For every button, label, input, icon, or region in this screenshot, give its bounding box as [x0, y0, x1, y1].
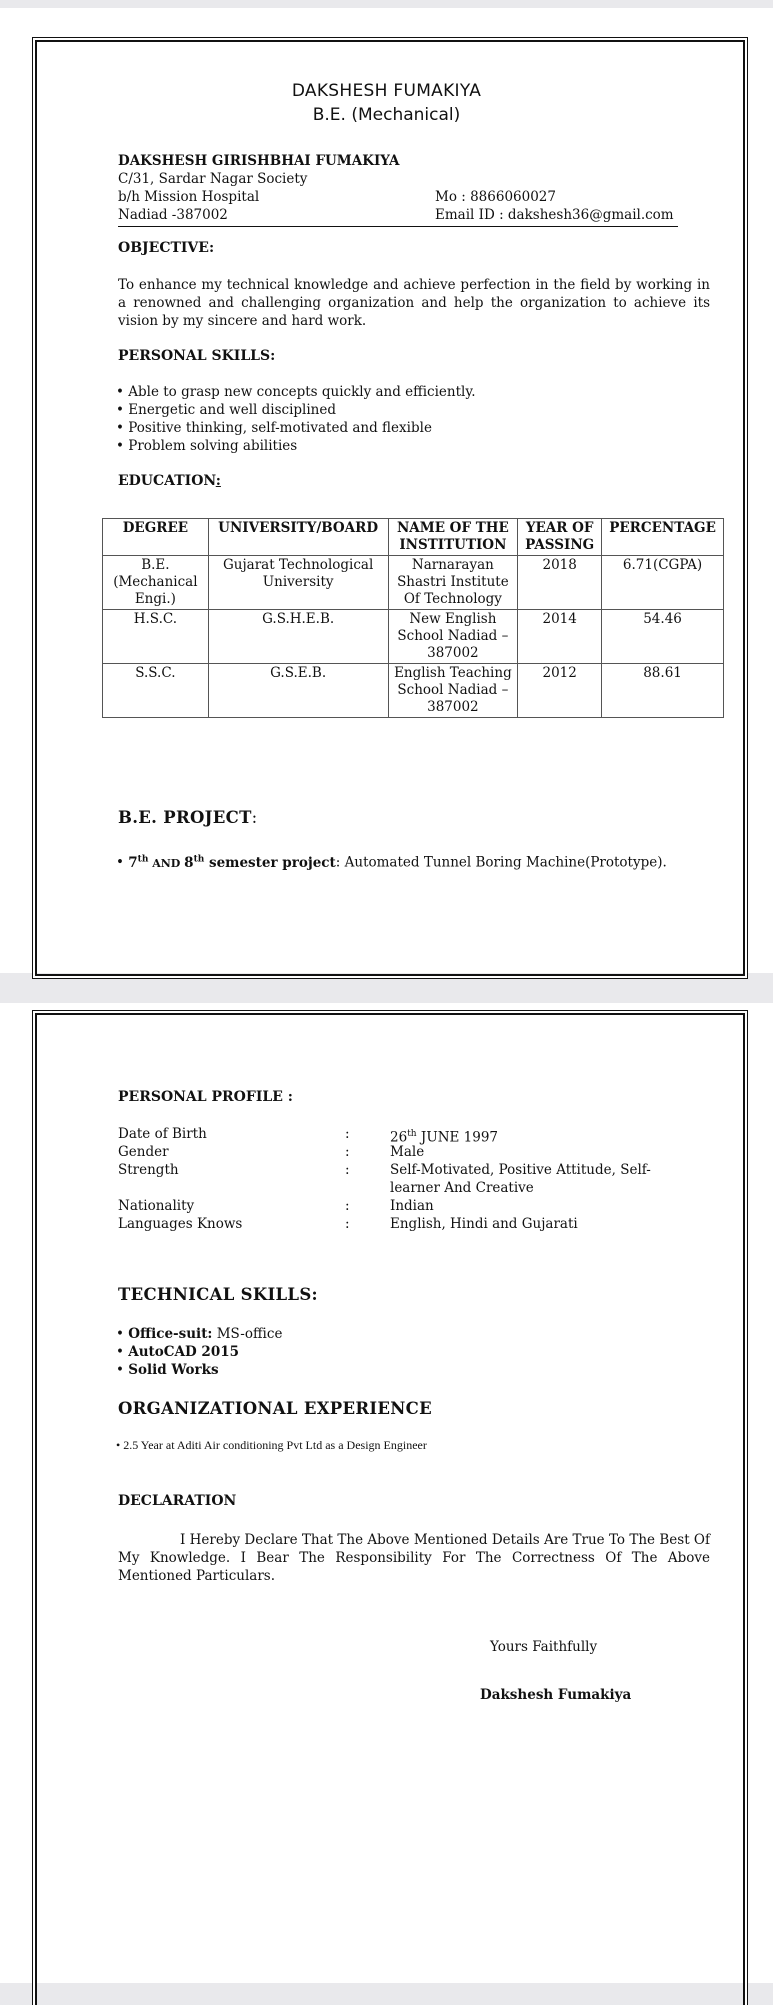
- profile-label: Date of Birth: [118, 1126, 207, 1142]
- profile-label: Nationality: [118, 1198, 195, 1214]
- table-cell: 2018: [518, 556, 602, 610]
- table-cell: Gujarat Technological University: [208, 556, 388, 610]
- profile-separator: :: [345, 1144, 350, 1160]
- list-item: • Solid Works: [116, 1362, 219, 1378]
- closing-text: Yours Faithfully: [490, 1639, 598, 1655]
- list-item: • AutoCAD 2015: [116, 1344, 239, 1360]
- objective-text: To enhance my technical knowledge and achieve perfection in the field by working in a renowned and challenging organization and help the organization to achieve its vision by my sincere and hard work.: [118, 277, 710, 329]
- personal-skills-heading: PERSONAL SKILLS:: [118, 348, 276, 364]
- personal-skills-list: [116, 383, 476, 455]
- list-item: • Energetic and well disciplined: [116, 401, 476, 419]
- table-cell: 88.61: [602, 664, 724, 718]
- profile-value: Indian: [390, 1198, 434, 1214]
- objective-heading: OBJECTIVE:: [118, 240, 215, 256]
- table-row: [103, 610, 724, 664]
- technical-skills-heading: TECHNICAL SKILLS:: [118, 1285, 318, 1304]
- header-degree: B.E. (Mechanical): [312, 105, 461, 125]
- table-cell: B.E. (Mechanical Engi.): [103, 556, 209, 610]
- table-cell: 2014: [518, 610, 602, 664]
- header-name: DAKSHESH FUMAKIYA: [291, 81, 482, 101]
- address-line-2: b/h Mission Hospital: [118, 189, 260, 205]
- table-row: [103, 664, 724, 718]
- profile-value: Self-Motivated, Positive Attitude, Self-learner And Creative: [390, 1162, 651, 1196]
- profile-value: 26th JUNE 1997: [390, 1129, 499, 1146]
- mobile-number: Mo : 8866060027: [435, 189, 556, 205]
- list-item: • Office-suit: MS-office: [116, 1326, 283, 1342]
- email-address: Email ID : dakshesh36@gmail.com: [435, 207, 674, 223]
- be-project-item: • 7th AND 8th semester project: Automated Tunnel Boring Machine(Prototype).: [116, 854, 667, 871]
- column-header: YEAR OF PASSING: [518, 519, 602, 556]
- profile-value: Male: [390, 1144, 425, 1160]
- table-header-row: [103, 519, 724, 556]
- header-divider: [118, 226, 678, 227]
- education-table: [102, 518, 724, 718]
- table-cell: H.S.C.: [103, 610, 209, 664]
- experience-item: • 2.5 Year at Aditi Air conditioning Pvt Ltd as a Design Engineer: [116, 1438, 427, 1452]
- table-cell: 54.46: [602, 610, 724, 664]
- declaration-text: I Hereby Declare That The Above Mentioned Details Are True To The Best Of My Knowledge. I Bear The Responsibility For The Correctness Of The Above Mentioned Particulars.: [118, 1532, 710, 1584]
- profile-label: Languages Knows: [118, 1216, 243, 1232]
- signature-name: Dakshesh Fumakiya: [480, 1687, 632, 1703]
- declaration-heading: DECLARATION: [118, 1493, 237, 1509]
- organizational-experience-heading: ORGANIZATIONAL EXPERIENCE: [118, 1399, 432, 1418]
- column-header: DEGREE: [103, 519, 209, 556]
- personal-profile-heading: PERSONAL PROFILE :: [118, 1089, 293, 1105]
- table-cell: G.S.E.B.: [208, 664, 388, 718]
- table-cell: 6.71(CGPA): [602, 556, 724, 610]
- table-cell: G.S.H.E.B.: [208, 610, 388, 664]
- list-item: • Positive thinking, self-motivated and flexible: [116, 419, 476, 437]
- profile-separator: :: [345, 1216, 350, 1232]
- resume-page-2: [0, 1003, 773, 1983]
- resume-page-1: [0, 8, 773, 973]
- table-cell: S.S.C.: [103, 664, 209, 718]
- table-cell: English Teaching School Nadiad – 387002: [388, 664, 518, 718]
- full-name: DAKSHESH GIRISHBHAI FUMAKIYA: [118, 153, 400, 169]
- profile-label: Gender: [118, 1144, 169, 1160]
- list-item: • Problem solving abilities: [116, 437, 476, 455]
- profile-label: Strength: [118, 1162, 179, 1178]
- table-cell: New English School Nadiad – 387002: [388, 610, 518, 664]
- table-cell: 2012: [518, 664, 602, 718]
- column-header: PERCENTAGE: [602, 519, 724, 556]
- address-line-3: Nadiad -387002: [118, 207, 228, 223]
- profile-separator: :: [345, 1198, 350, 1214]
- address-line-1: C/31, Sardar Nagar Society: [118, 171, 308, 187]
- education-heading: EDUCATION:: [118, 473, 221, 489]
- profile-separator: :: [345, 1162, 350, 1178]
- profile-value: English, Hindi and Gujarati: [390, 1216, 578, 1232]
- list-item: • Able to grasp new concepts quickly and efficiently.: [116, 383, 476, 401]
- column-header: NAME OF THE INSTITUTION: [388, 519, 518, 556]
- profile-separator: :: [345, 1126, 350, 1142]
- table-cell: Narnarayan Shastri Institute Of Technology: [388, 556, 518, 610]
- be-project-heading: B.E. PROJECT:: [118, 808, 258, 827]
- technical-skills-list: [116, 1325, 282, 1379]
- table-row: [103, 556, 724, 610]
- column-header: UNIVERSITY/BOARD: [208, 519, 388, 556]
